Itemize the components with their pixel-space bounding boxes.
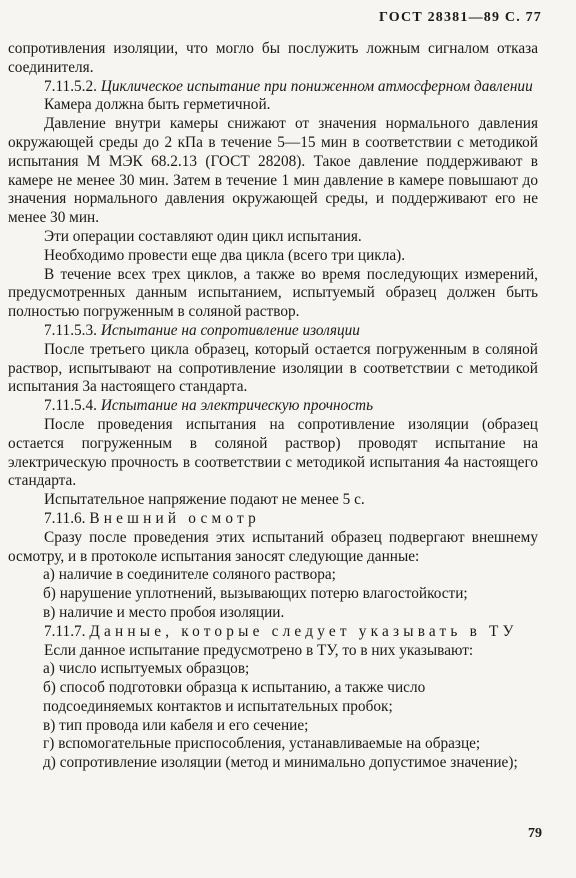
- section-title: Циклическое испытание при пониженном атмосферном давлении: [100, 77, 533, 95]
- paragraph: Эти операции составляют один цикл испытания.: [44, 227, 362, 245]
- section-heading: [8, 623, 538, 642]
- section-title: Внешний осмотр: [89, 509, 260, 527]
- list-item: в) тип провода или кабеля и его сечение;: [43, 716, 309, 734]
- paragraph: Если данное испытание предусмотрено в ТУ, то в них указывают:: [44, 641, 474, 659]
- section-title: Данные, которые следует указывать в ТУ: [89, 622, 518, 640]
- section-title: Испытание на электрическую прочность: [100, 397, 374, 415]
- list-item: д) сопротивление изоляции (метод и минимально допустимое значение);: [43, 754, 518, 772]
- list-item: в) наличие и место пробоя изоляции.: [43, 603, 285, 621]
- list-item: а) наличие в соединителе соляного раствора;: [43, 566, 336, 584]
- paragraph: Необходимо провести еще два цикла (всего три цикла).: [44, 246, 406, 264]
- paragraph: После проведения испытания на сопротивление изоляции (образец остается погруженным в соляной раствор) проводят испытание на электрическую прочность в соответствии с методикой испытания 4а настоящего стандарта.: [8, 415, 538, 490]
- paragraph: Камера должна быть герметичной.: [44, 96, 271, 114]
- section-heading: [8, 322, 538, 341]
- section-number: 7.11.5.4.: [44, 397, 97, 415]
- section-number: 7.11.7.: [44, 622, 86, 640]
- section-heading: [8, 397, 538, 416]
- list-item: а) число испытуемых образцов;: [43, 660, 250, 678]
- page-number: 79: [528, 826, 542, 841]
- section-heading: [8, 78, 538, 97]
- section-number: 7.11.5.2.: [44, 77, 97, 95]
- page-header: ГОСТ 28381—89 С. 77: [379, 10, 542, 25]
- section-number: 7.11.6.: [44, 509, 86, 527]
- paragraph: После третьего цикла образец, который остается погруженным в соляной раствор, испытывают на сопротивление изоляции в соответствии с методикой испытания 3а настоящего стандарта.: [8, 340, 538, 396]
- paragraph: Испытательное напряжение подают не менее 5 с.: [44, 491, 365, 509]
- paragraph: Сразу после проведения этих испытаний образец подвергают внешнему осмотру, и в протоколе испытания заносят следующие данные:: [8, 528, 538, 565]
- section-heading: [8, 510, 538, 529]
- paragraph: В течение всех трех циклов, а также во время последующих измерений, предусмотренных данным испытанием, испытуемый образец должен быть полностью погруженным в соляной раствор.: [8, 265, 538, 321]
- page-body: [8, 40, 538, 773]
- section-number: 7.11.5.3.: [44, 321, 97, 339]
- paragraph: Давление внутри камеры снижают от значения нормального давления окружающей среды до 2 кПа в течение 5—15 мин в соответствии с методикой испытания М МЭК 68.2.13 (ГОСТ 28208). Такое давление поддерживают в камере не менее 30 мин. Затем в течение 1 мин давление в камере повышают до значения нормального давления окружающей среды, и поддерживают его не менее 30 мин.: [8, 115, 538, 227]
- list-item: б) способ подготовки образца к испытанию, а также число подсоединяемых контактов и испытательных пробок;: [43, 679, 426, 715]
- section-title: Испытание на сопротивление изоляции: [100, 321, 360, 339]
- list-item: г) вспомогательные приспособления, устанавливаемые на образце;: [43, 735, 481, 753]
- paragraph: сопротивления изоляции, что могло бы послужить ложным сигналом отказа соединителя.: [8, 40, 538, 76]
- list-item: б) нарушение уплотнений, вызывающих потерю влагостойкости;: [43, 585, 468, 603]
